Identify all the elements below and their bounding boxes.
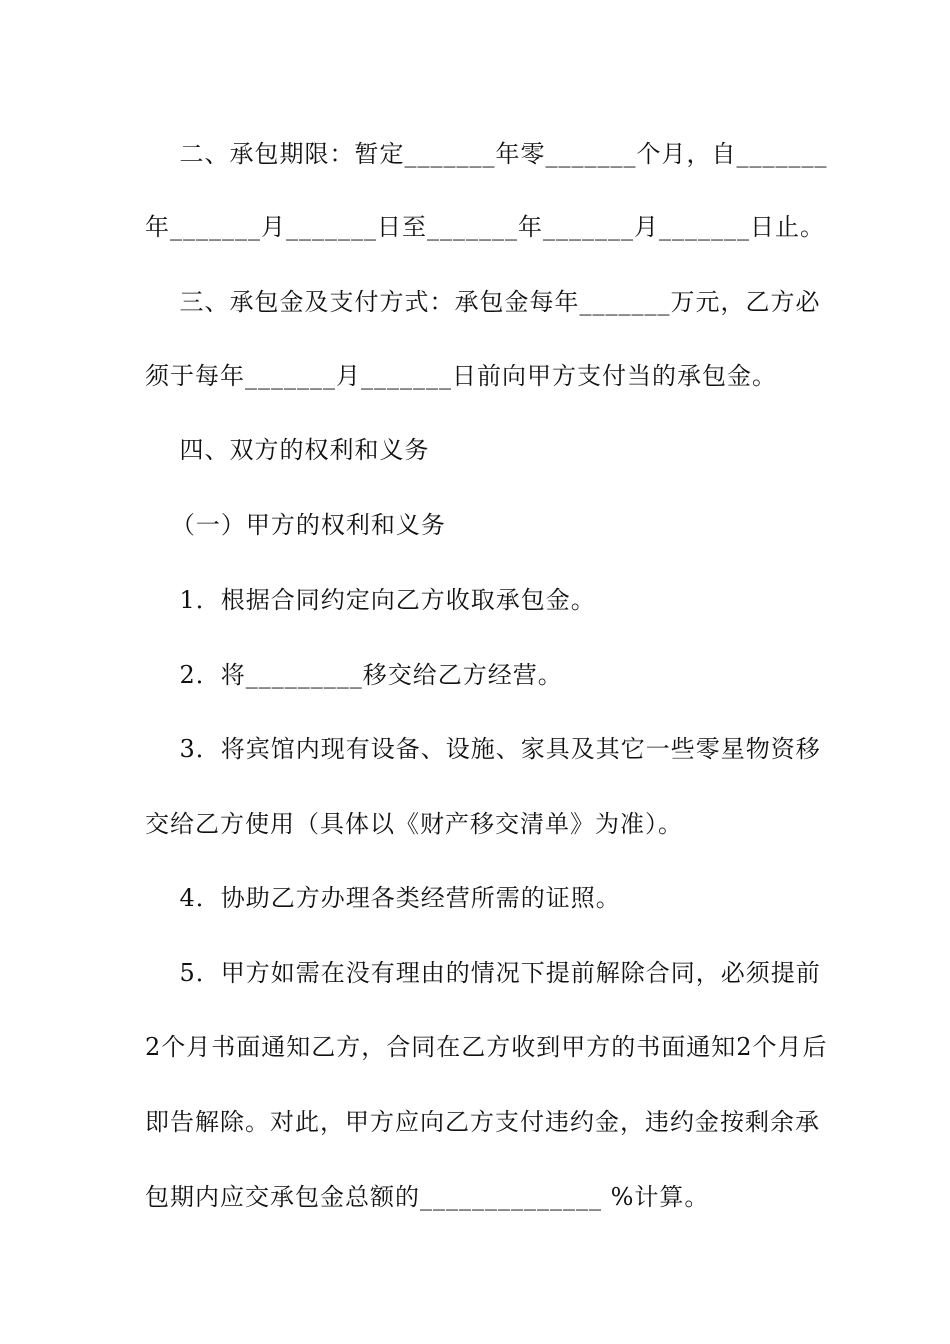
clause-3-line-1: 三、承包金及支付方式：承包金每年_______万元，乙方必 bbox=[145, 288, 821, 316]
clause-3-line-2: 须于每年_______月_______日前向甲方支付当的承包金。 bbox=[145, 362, 777, 390]
item-3-line-1: 3．将宾馆内现有设备、设施、家具及其它一些零星物资移 bbox=[145, 735, 821, 763]
item-4: 4．协助乙方办理各类经营所需的证照。 bbox=[145, 884, 621, 912]
item-3-line-2: 交给乙方使用（具体以《财产移交清单》为准）。 bbox=[145, 810, 683, 838]
item-5-line-1: 5．甲方如需在没有理由的情况下提前解除合同，必须提前 bbox=[145, 959, 821, 987]
item-1: 1．根据合同约定向乙方收取承包金。 bbox=[145, 586, 596, 614]
item-5-line-4: 包期内应交承包金总额的______________ %计算。 bbox=[145, 1183, 710, 1211]
item-5-line-3: 即告解除。对此，甲方应向乙方支付违约金，违约金按剩余承 bbox=[145, 1108, 820, 1136]
subsection-1-heading: （一）甲方的权利和义务 bbox=[145, 511, 446, 539]
item-5-line-2: 2个月书面通知乙方，合同在乙方收到甲方的书面通知2个月后 bbox=[145, 1033, 828, 1061]
section-4-heading: 四、双方的权利和义务 bbox=[145, 436, 430, 464]
clause-2-line-2: 年_______月_______日至_______年_______月_______日止。 bbox=[145, 213, 825, 241]
clause-2-line-1: 二、承包期限：暂定_______年零_______个月，自_______ bbox=[145, 140, 828, 168]
item-2: 2．将_________移交给乙方经营。 bbox=[145, 661, 563, 689]
